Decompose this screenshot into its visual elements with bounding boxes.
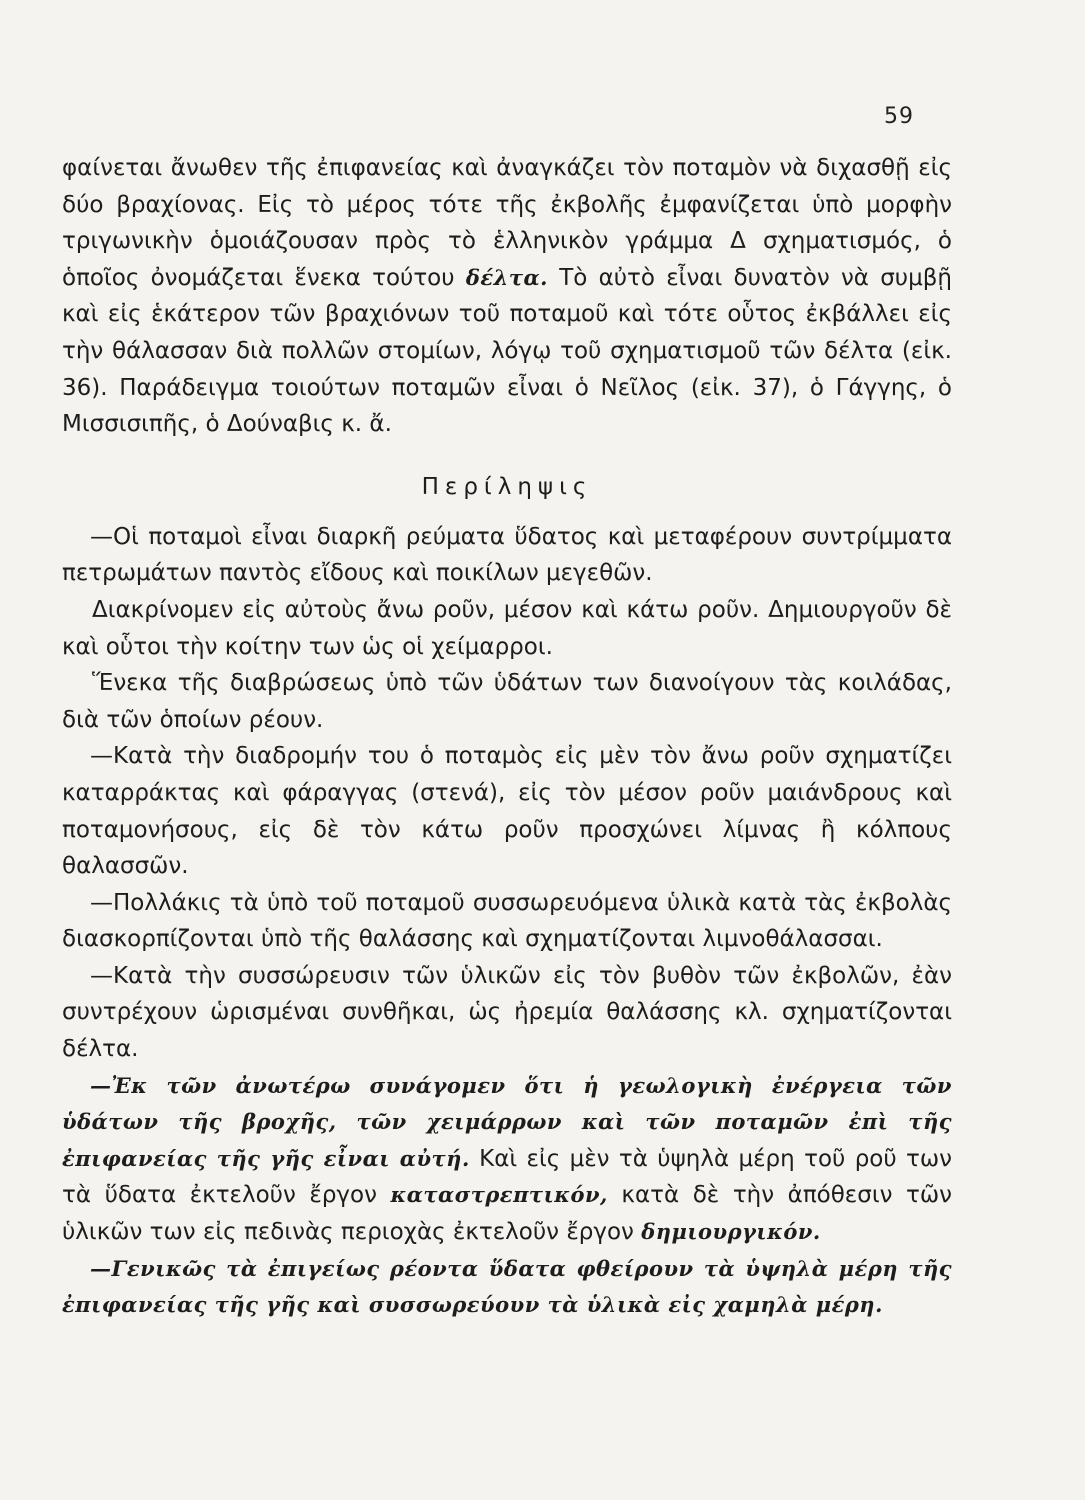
summary-paragraph: —Κατὰ τὴν διαδρομήν του ὁ ποταμὸς εἰς μὲν τὸν ἄνω ροῦν σχηματίζει καταρράκτας καὶ φάραγγας (στενά), εἰς τὸν μέσον ροῦν μαιάνδρους καὶ ποταμονήσους, εἰς δὲ τὸν κάτω ροῦν προσχώνει λίμνας ἢ κόλπους θαλασσῶν. (62, 743, 952, 880)
summary-paragraph: Ἕνεκα τῆς διαβρώσεως ὑπὸ τῶν ὑδάτων των διανοίγουν τὰς κοιλάδας, διὰ τῶν ὁποίων ρέουν. (62, 670, 952, 733)
paragraph-text: Καὶ εἰς μὲν τὰ ὑψηλὰ μέρη τοῦ ροῦ των τὰ ὕδατα ἐκτελοῦν ἔργον (62, 1145, 953, 1209)
final-conclusion-paragraph: —Γενικῶς τὰ ἐπιγείως ρέοντα ὕδατα φθείρουν τὰ ὑψηλὰ μέρη τῆς ἐπιφανείας τῆς γῆς καὶ συσσωρεύουν τὰ ὑλικὰ εἰς χαμηλὰ μέρη. (62, 1255, 952, 1318)
paragraph-delta-formation (62, 150, 952, 443)
summary-paragraph: —Πολλάκις τὰ ὑπὸ τοῦ ποταμοῦ συσσωρευόμενα ὑλικὰ κατὰ τὰς ἐκβολὰς διασκορπίζονται ὑπὸ τῆς θαλάσσης καὶ σχηματίζονται λιμνοθάλασσαι. (62, 889, 952, 953)
conclusion-paragraph (62, 1068, 952, 1251)
emphasis-text: —Ἐκ τῶν ἀνωτέρω συνάγομεν ὅτι ἡ γεωλογικὴ ἐνέργεια τῶν ὑδάτων τῆς βροχῆς, τῶν χειμάρρων καὶ τῶν ποταμῶν ἐπὶ τῆς ἐπιφανείας τῆς γῆς εἶναι αὐτή. (62, 1072, 952, 1171)
emphasis-term: δημιουργικόν. (641, 1219, 821, 1245)
body-text (62, 150, 952, 1324)
paragraph-text: Τὸ αὐτὸ εἶναι δυνατὸν νὰ συμβῇ καὶ εἰς ἑκάτερον τῶν βραχιόνων τοῦ ποταμοῦ καὶ τότε οὗτος ἐκβάλλει εἰς τὴν θάλασσαν διὰ πολλῶν στομίων, λόγῳ τοῦ σχηματισμοῦ τῶν δέλτα (εἰκ. 36). Παράδειγμα τοιούτων ποταμῶν εἶναι ὁ Νεῖλος (εἰκ. 37), ὁ Γάγγης, ὁ Μισσισιπῆς, ὁ Δούναβις κ. ἄ. (62, 264, 952, 438)
section-heading-summary: Περίληψις (421, 473, 593, 500)
summary-paragraph: —Κατὰ τὴν συσσώρευσιν τῶν ὑλικῶν εἰς τὸν βυθὸν τῶν ἐκβολῶν, ἐὰν συντρέχουν ὡρισμέναι συνθῆκαι, ὡς ἠρεμία θαλάσσης κλ. σχηματίζονται δέλτα. (62, 962, 952, 1063)
summary-paragraph: —Οἱ ποταμοὶ εἶναι διαρκῆ ρεύματα ὕδατος καὶ μεταφέρουν συντρίμματα πετρωμάτων παντὸς εἴδους καὶ ποικίλων μεγεθῶν. (62, 523, 952, 587)
summary-paragraph: Διακρίνομεν εἰς αὐτοὺς ἄνω ρoῦν, μέσον καὶ κάτω ροῦν. Δημιουργοῦν δὲ καὶ οὗτοι τὴν κοίτην των ὡς οἱ χείμαρροι. (62, 596, 952, 660)
emphasis-term: δέλτα. (465, 264, 548, 290)
paragraph-text: φαίνεται ἄνωθεν τῆς ἐπιφανείας καὶ ἀναγκάζει τὸν ποταμὸν νὰ διχασθῇ εἰς δύο βραχίονας. Εἰς τὸ μέρος τότε τῆς ἐκβολῆς ἐμφανίζεται ὑπὸ μορφὴν τριγωνικὴν ὁμοιάζουσαν πρὸς τὸ ἑλληνικὸν γράμμα Δ σχηματισμός, ὁ ὁποῖος ὀνομάζεται ἕνεκα τούτου (62, 155, 952, 291)
page-number: 59 (884, 104, 914, 129)
paragraph-text: κατὰ δὲ τὴν ἀπόθεσιν τῶν ὑλικῶν των εἰς πεδινὰς περιοχὰς ἐκτελοῦν ἔργον (62, 1182, 952, 1246)
emphasis-term: καταστρεπτικόν, (390, 1182, 608, 1208)
